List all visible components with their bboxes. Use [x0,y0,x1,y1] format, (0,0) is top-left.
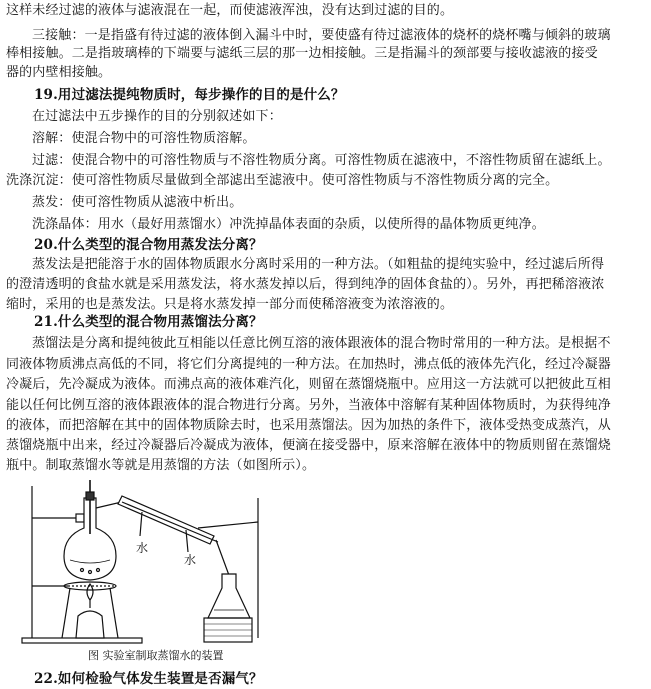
adapter-tube [216,540,230,578]
q21-line-6: 蒸馏烧瓶中出来，经过冷凝器后冷凝成为液体，便滴在接受器中，原来溶解在液体中的物质则留在蒸馏烧 [6,438,611,453]
q19-wash: 洗涤沉淀：使可溶性物质尽量做到全部滤出至滤液中。使可溶性物质与不溶性物质分离的完全。 [6,173,559,188]
q19-evaporate: 蒸发：使可溶性物质从滤液中析出。 [32,195,243,210]
figure-caption: 图 实验室制取蒸馏水的装置 [88,649,224,662]
q19-filter: 过滤：使混合物中的可溶性物质与不溶性物质分离。可溶性物质在滤液中，不溶性物质留在滤纸上。 [32,153,611,168]
q21-line-1: 蒸馏法是分离和提纯彼此互相能以任意比例互溶的液体跟液体的混合物时常用的一种方法。是根据不 [32,336,611,351]
q20-line-3: 缩时，采用的也是蒸发法。只是将水蒸发掉一部分而使稀溶液变为浓溶液的。 [6,297,454,312]
q19-dissolve: 溶解：使混合物中的可溶性物质溶解。 [32,131,256,146]
alcohol-lamp [76,611,104,638]
q21-heading: 21.什么类型的混合物用蒸馏法分离？ [34,314,263,330]
q21-line-5: 的液体，而把溶解在其中的固体物质除去时，也采用蒸馏法。因为加热的条件下，液体受热变成蒸汽，从 [6,418,611,433]
q21-line-3: 冷凝后，先冷凝成为液体。而沸点高的液体难汽化，则留在蒸馏烧瓶中。应用这一方法就可以把彼此互相 [6,377,611,392]
q19-wash-crystal: 洗涤晶体：用水（最好用蒸馏水）冲洗掉晶体表面的杂质，以使所得的晶体物质更纯净。 [32,217,545,232]
q19-intro: 在过滤法中五步操作的目的分别叙述如下： [32,109,282,124]
q20-line-1: 蒸发法是把能溶于水的固体物质跟水分离时采用的一种方法。（如粗盐的提纯实验中，经过滤后所得 [32,257,605,272]
distillation-apparatus-figure [18,478,268,648]
q22-heading: 22.如何检验气体发生装置是否漏气？ [34,671,263,687]
three-contact-line-3: 器的内壁相接触。 [6,65,112,80]
three-contact-line-2: 棒相接触。二是指玻璃棒的下端要与滤纸三层的那一边相接触。三是指漏斗的颈部要与接收滤液的接受 [6,46,598,61]
water-outlet-tube [140,512,142,536]
intro-line: 这样未经过滤的液体与滤液混在一起，而使滤液浑浊，没有达到过滤的目的。 [6,3,454,18]
q21-line-4: 能以任何比例互溶的液体跟液体的混合物进行分离。另外，当液体中溶解有某种固体物质时，为获得纯净 [6,398,611,413]
q20-heading: 20.什么类型的混合物用蒸发法分离？ [34,237,263,253]
water-label-inlet: 水 [183,553,197,567]
water-label-outlet: 水 [135,541,149,555]
q20-line-2: 的澄清透明的食盐水就是采用蒸发法，将水蒸发掉以后，得到纯净的固体食盐的）。另外，再把稀溶液浓 [6,277,605,292]
three-contact-line-1: 三接触：一是指盛有待过滤的液体倒入漏斗中时，要使盛有待过滤液体的烧杯的烧杯嘴与倾斜的玻璃 [32,28,611,43]
stand-base [22,638,142,643]
q21-line-7: 瓶中。制取蒸馏水等就是用蒸馏的方法（如图所示）。 [6,458,316,473]
receiving-flask [208,574,250,618]
q21-line-2: 同液体物质沸点高低的不同，将它们分离提纯的一种方法。在加热时，沸点低的液体先汽化，经过冷凝器 [6,357,611,372]
q19-heading: 19.用过滤法提纯物质时，每步操作的目的是什么？ [34,87,345,103]
